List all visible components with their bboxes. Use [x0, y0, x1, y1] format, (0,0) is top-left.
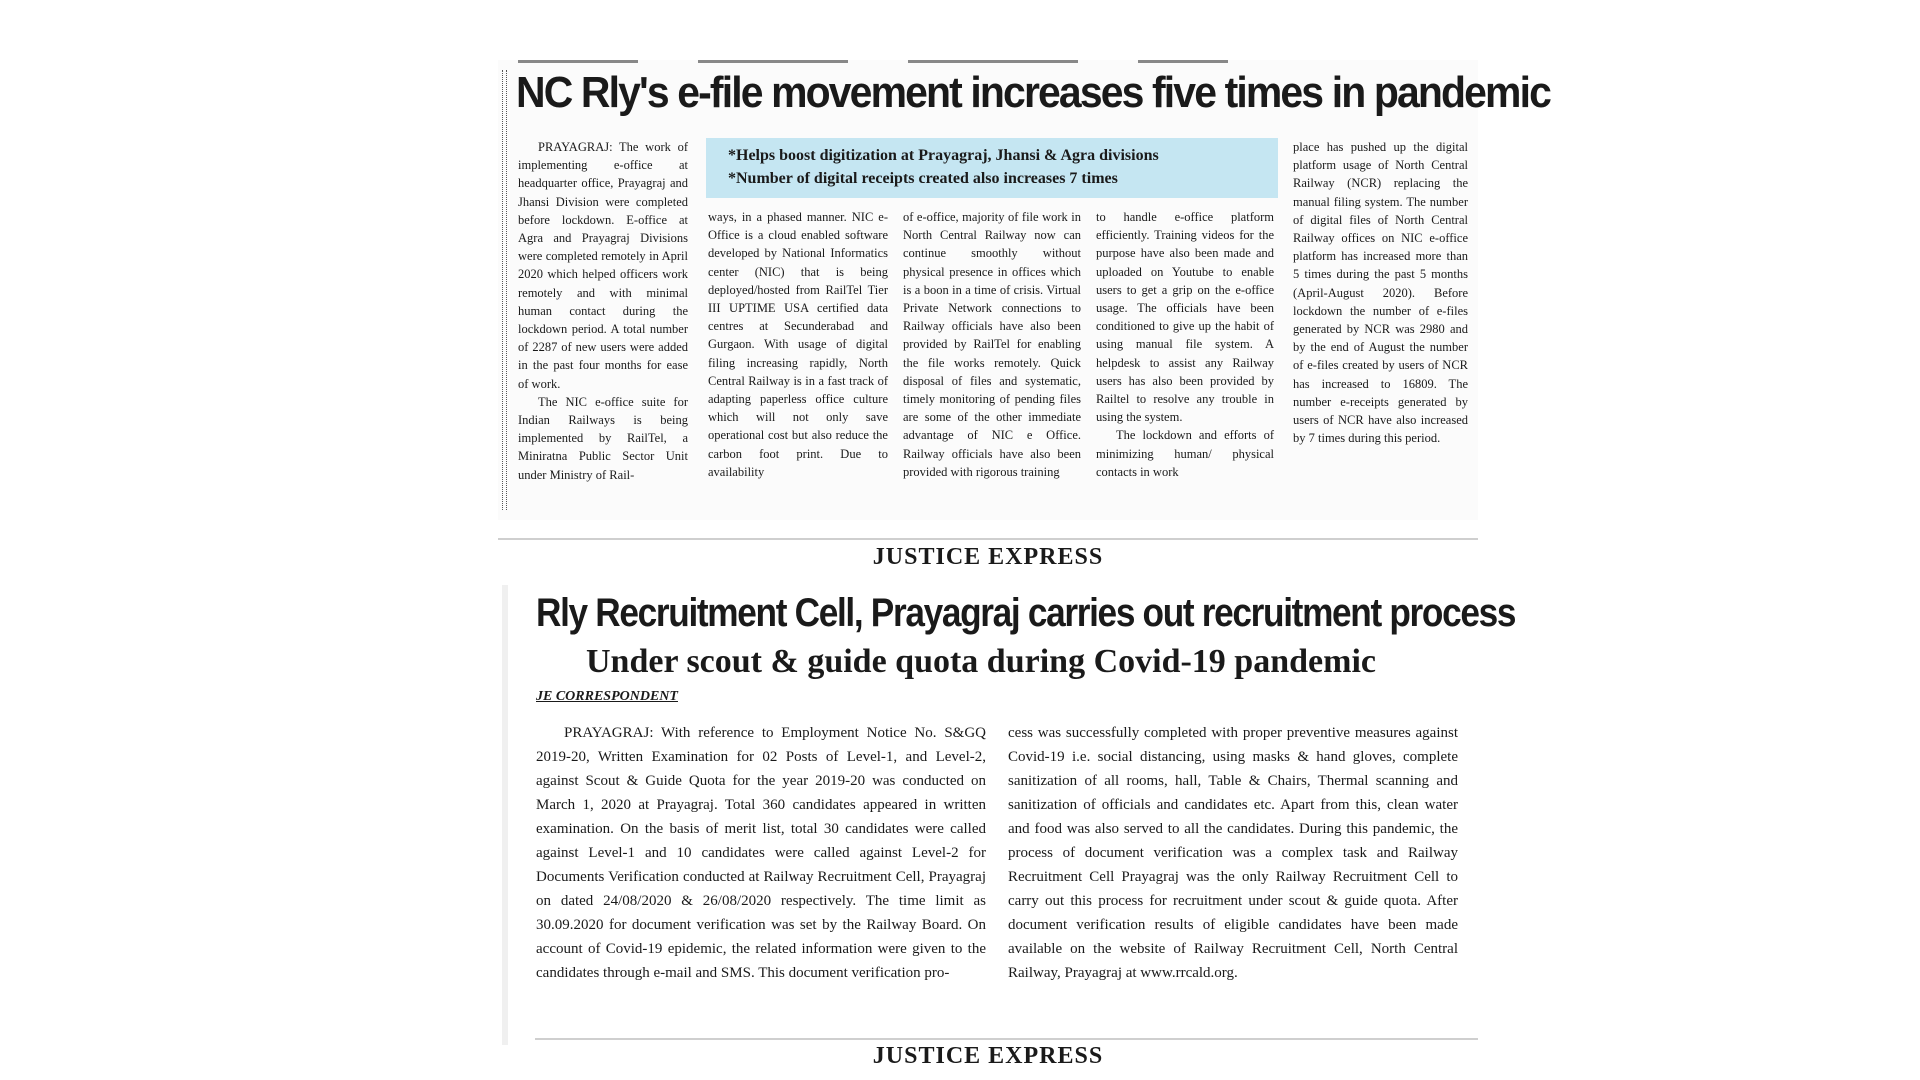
divider [498, 538, 1478, 540]
article-subheadline: Under scout & guide quota during Covid-19 pandemic [586, 643, 1376, 680]
cut-text-fragment [518, 60, 1458, 66]
article-headline: Rly Recruitment Cell, Prayagraj carries out recruitment process [536, 591, 1516, 635]
article-column-2: cess was successfully completed with proper preventive measures against Covid-19 i.e. social distancing, using masks & hand gloves, complete sanitization of all rooms, hall, Table & Chairs, Thermal scanning and sanitization of officials and candidates etc. Apart from this, clean water and food was also served to all the candidates. During this pandemic, the process of document verification was a complex task and Railway Recruitment Cell Prayagraj was the only Railway Recruitment Cell to carry out this process for recruitment under scout & guide quota. After document verification results of eligible candidates have been made available on the website of Railway Recruitment Cell, North Central Railway, Prayagraj at www.rrcald.org. [1008, 725, 1458, 981]
source-label: JUSTICE EXPRESS [872, 544, 1104, 570]
source-label: JUSTICE EXPRESS [872, 1043, 1104, 1069]
byline: JE CORRESPONDENT [536, 689, 678, 704]
highlight-line: *Helps boost digitization at Prayagraj, Jhansi & Agra divisions [728, 147, 1159, 164]
paragraph: place has pushed up the digital platform usage of North Central Railway (NCR) replacing the manual filing system. The number of digital files of North Central Railway offices on NIC e-office platform has increased more than 5 times during the past 5 months (April-August 2020). Before lockdown the number of e-files generated by NCR was 2980 and by the end of August the number of e-files created by users of NCR has increased to 16809. The number e-receipts generated by users of NCR have also increased by 7 times during this period. [1293, 140, 1468, 446]
paragraph: The lockdown and efforts of minimizing human/ physical contacts in work [1096, 428, 1274, 479]
article-column-1: PRAYAGRAJ: With reference to Employment Notice No. S&GQ 2019-20, Written Examination for 02 Posts of Level-1, and Level-2, against Scout & Guide Quota for the year 2019-20 was conducted on March 1, 2020 at Prayagraj. Total 360 candidates appeared in written examination. On the basis of merit list, total 30 candidates were called against Level-1 and 10 candidates were called against Level-2 for Documents Verification conducted at Railway Recruitment Cell, Prayagraj on dated 24/08/2020 & 26/08/2020 respectively. The time limit as 30.09.2020 for document verification was set by the Railway Board. On account of Covid-19 epidemic, the related information were given to the candidates through e-mail and SMS. This document verification pro- [536, 725, 986, 981]
article-column-2 [708, 208, 888, 481]
article-column-4 [1096, 208, 1274, 481]
paragraph: PRAYAGRAJ: The work of implementing e-office at headquarter office, Prayagraj and Jhansi Division were completed before lockdown. E-office at Agra and Prayagraj Divisions were completed remotely in April 2020 which helped officers work remotely and with minimal human contact during the lockdown period. A total number of 2287 of new users were added in the past four months for ease of work. [518, 140, 688, 391]
article-headline: NC Rly's e-file movement increases five times in pandemic [516, 68, 1550, 117]
paragraph: The NIC e-office suite for Indian Railways is being implemented by RailTel, a Miniratna Public Sector Unit under Ministry of Rail- [518, 394, 688, 482]
divider [535, 1038, 1478, 1040]
paragraph: to handle e-office platform efficiently. Training videos for the purpose have also been made and uploaded on Youtube to enable users to get a grip on the e-office usage. The officials have been conditioned to give up the habit of using manual file system. A helpdesk to assist any Railway users has also been provided by Railtel to resolve any trouble in using the system. [1096, 210, 1274, 425]
column-rule [502, 585, 508, 1045]
paragraph: of e-office, majority of file work in North Central Railway now can continue smoothly without physical presence in offices which is a boon in a time of crisis. Virtual Private Network connections to Railway officials have also been provided by RailTel for enabling the file works remotely. Quick disposal of files and systematic, timely monitoring of pending files are some of the other immediate advantage of NIC e Office. Railway officials have also been provided with rigorous training [903, 210, 1081, 479]
column-rule [502, 70, 507, 510]
news-clipping-recruitment [498, 585, 1516, 1045]
highlight-line: *Number of digital receipts created also increases 7 times [728, 170, 1118, 187]
paragraph: ways, in a phased manner. NIC e-Office is a cloud enabled software developed by National Informatics center (NIC) that is being deployed/hosted from RailTel Tier III UPTIME USA certified data centres at Secunderabad and Gurgaon. With usage of digital filing increasing rapidly, North Central Railway is in a fast track of adapting paperless office culture which will not only save operational cost but also reduce the carbon foot print. Due to availability [708, 210, 888, 479]
article-column-3 [903, 208, 1081, 481]
highlight-box [706, 138, 1278, 198]
article-column-1 [518, 138, 688, 484]
article-column-5 [1293, 138, 1468, 447]
news-clipping-efile [498, 60, 1550, 520]
